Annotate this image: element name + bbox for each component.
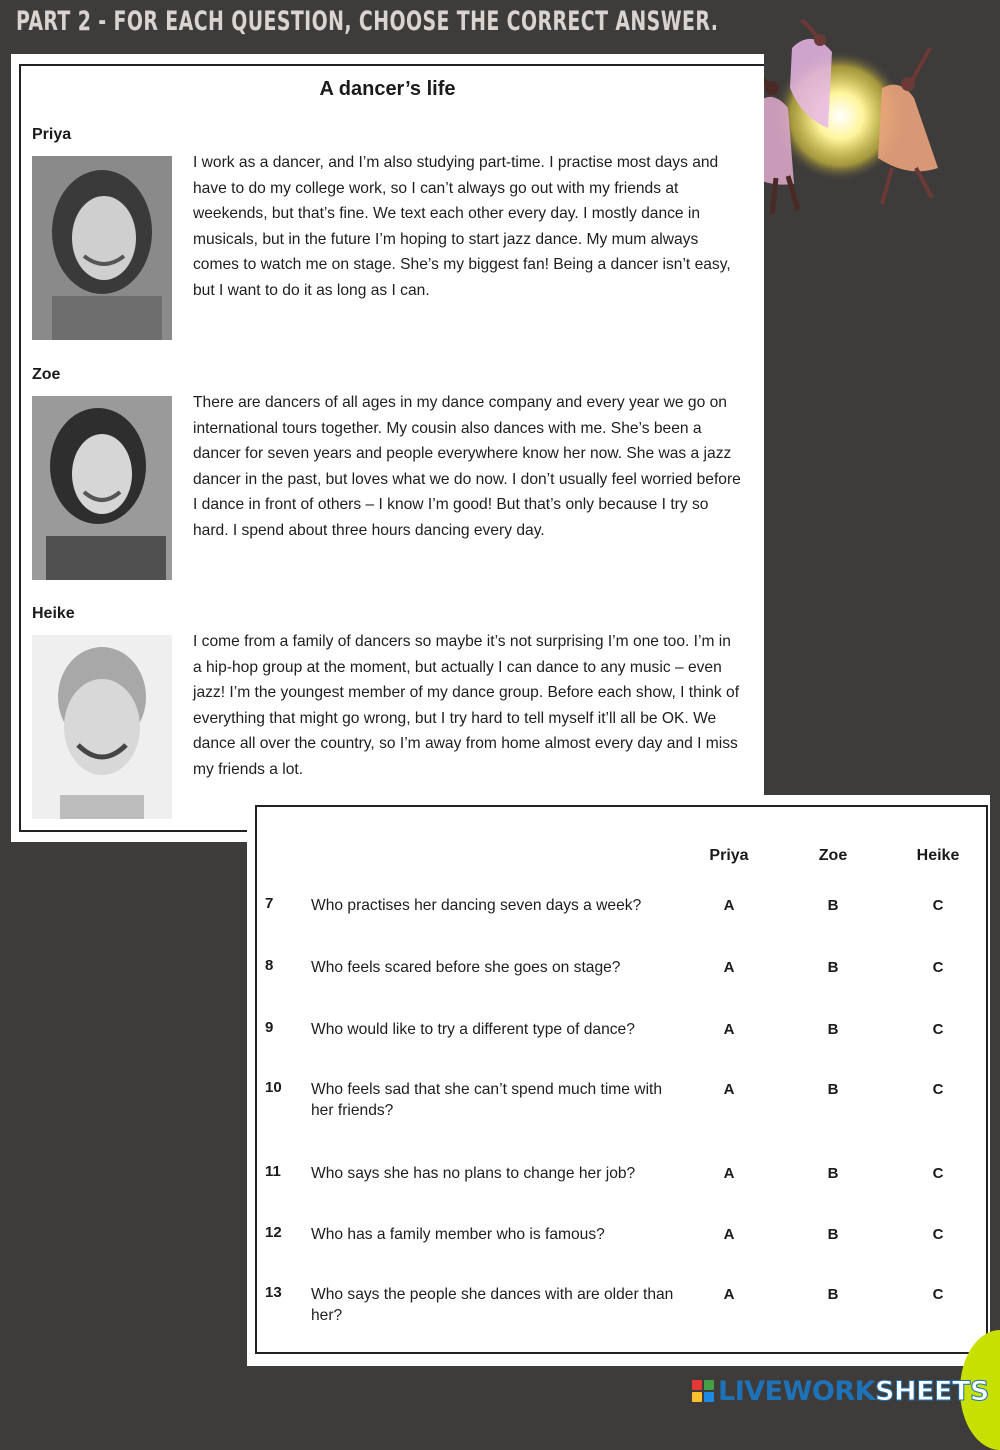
liveworksheets-logo[interactable] [692, 1374, 989, 1408]
logo-text-prefix: LIVEWORK [718, 1375, 876, 1407]
option-a[interactable]: A [723, 1286, 735, 1303]
logo-text-suffix: SHEETS [875, 1375, 989, 1407]
logo-square [704, 1380, 714, 1390]
option-c[interactable]: C [932, 1081, 944, 1098]
logo-square [692, 1380, 702, 1390]
photo-heike [32, 635, 172, 819]
question-sheet [247, 795, 990, 1366]
column-header-priya: Priya [709, 847, 749, 864]
question-number: 10 [265, 1079, 282, 1096]
logo-square [692, 1392, 702, 1402]
question-row [247, 1163, 990, 1213]
option-a[interactable]: A [723, 1021, 735, 1038]
question-text: Who says she has no plans to change her job? [311, 1165, 636, 1182]
option-a[interactable]: A [723, 897, 735, 914]
option-b[interactable]: B [827, 959, 839, 976]
column-header-zoe: Zoe [818, 847, 848, 864]
passage-heike: I come from a family of dancers so maybe it’s not surprising I’m one too. I’m in a hip-hop group at the moment, but actually I can dance to any music – even jazz! I’m the youngest member of my dance group. Before each show, I think of everything that might go wrong, but I try hard to tell myself it’ll all be OK. We dance all over the country, so I’m away from home almost every day and I miss my friends a lot. [193, 633, 740, 778]
passage-priya: I work as a dancer, and I’m also studying part-time. I practise most days and have to do my college work, so I can’t always go out with my friends at weekends, but that’s fine. We text each other every day. I mostly dance in musicals, but in the future I’m hoping to start jazz dance. My mum always comes to watch me on stage. She’s my biggest fan! Being a dancer isn’t easy, but I want to do it as long as I can. [193, 154, 731, 299]
question-number: 11 [265, 1163, 281, 1180]
person-name-zoe: Zoe [32, 366, 61, 383]
question-text: Who feels scared before she goes on stage? [311, 959, 621, 976]
question-number: 13 [265, 1284, 282, 1301]
option-c[interactable]: C [932, 959, 944, 976]
question-number: 9 [265, 1019, 274, 1036]
photo-zoe [32, 396, 172, 580]
question-text: Who practises her dancing seven days a week? [311, 897, 642, 914]
option-b[interactable]: B [827, 1165, 839, 1182]
logo-wordmark [718, 1376, 989, 1407]
option-c[interactable]: C [932, 1286, 944, 1303]
question-row [247, 895, 990, 945]
question-number: 7 [265, 895, 274, 912]
question-text: Who feels sad that she can’t spend much time with her friends? [311, 1081, 663, 1119]
option-b[interactable]: B [827, 897, 839, 914]
question-row [247, 1079, 990, 1129]
question-text: Who says the people she dances with are older than her? [311, 1286, 674, 1324]
option-a[interactable]: A [723, 1081, 735, 1098]
logo-square [704, 1392, 714, 1402]
column-header-heike: Heike [916, 847, 960, 864]
option-b[interactable]: B [827, 1081, 839, 1098]
person-name-priya: Priya [32, 126, 72, 143]
option-c[interactable]: C [932, 1165, 944, 1182]
question-text: Who has a family member who is famous? [311, 1226, 605, 1243]
option-b[interactable]: B [827, 1021, 839, 1038]
question-row [247, 957, 990, 1007]
logo-squares-icon [692, 1380, 714, 1402]
option-c[interactable]: C [932, 1226, 944, 1243]
reading-passage-sheet [11, 54, 764, 842]
question-number: 8 [265, 957, 274, 974]
option-c[interactable]: C [932, 897, 944, 914]
option-a[interactable]: A [723, 1226, 735, 1243]
passage-zoe: There are dancers of all ages in my dance company and every year we go on international tours together. My cousin also dances with me. She’s been a dancer for seven years and people everywhere know her now. She was a jazz dancer in the past, but loves what we do now. I don’t usually feel worried before I dance in front of others – I know I’m good! But that’s only because I try so hard. I spend about three hours dancing every day. [193, 394, 741, 539]
option-b[interactable]: B [827, 1226, 839, 1243]
photo-priya [32, 156, 172, 340]
question-row [247, 1224, 990, 1274]
question-row [247, 1019, 990, 1069]
person-name-heike: Heike [32, 605, 75, 622]
option-a[interactable]: A [723, 1165, 735, 1182]
question-text: Who would like to try a different type of dance? [311, 1021, 635, 1038]
page-heading: PART 2 - FOR EACH QUESTION, CHOOSE THE CORRECT ANSWER. [16, 6, 719, 37]
option-b[interactable]: B [827, 1286, 839, 1303]
question-row [247, 1284, 990, 1334]
passage-title: A dancer’s life [319, 78, 456, 100]
question-number: 12 [265, 1224, 282, 1241]
option-a[interactable]: A [723, 959, 735, 976]
option-c[interactable]: C [932, 1021, 944, 1038]
